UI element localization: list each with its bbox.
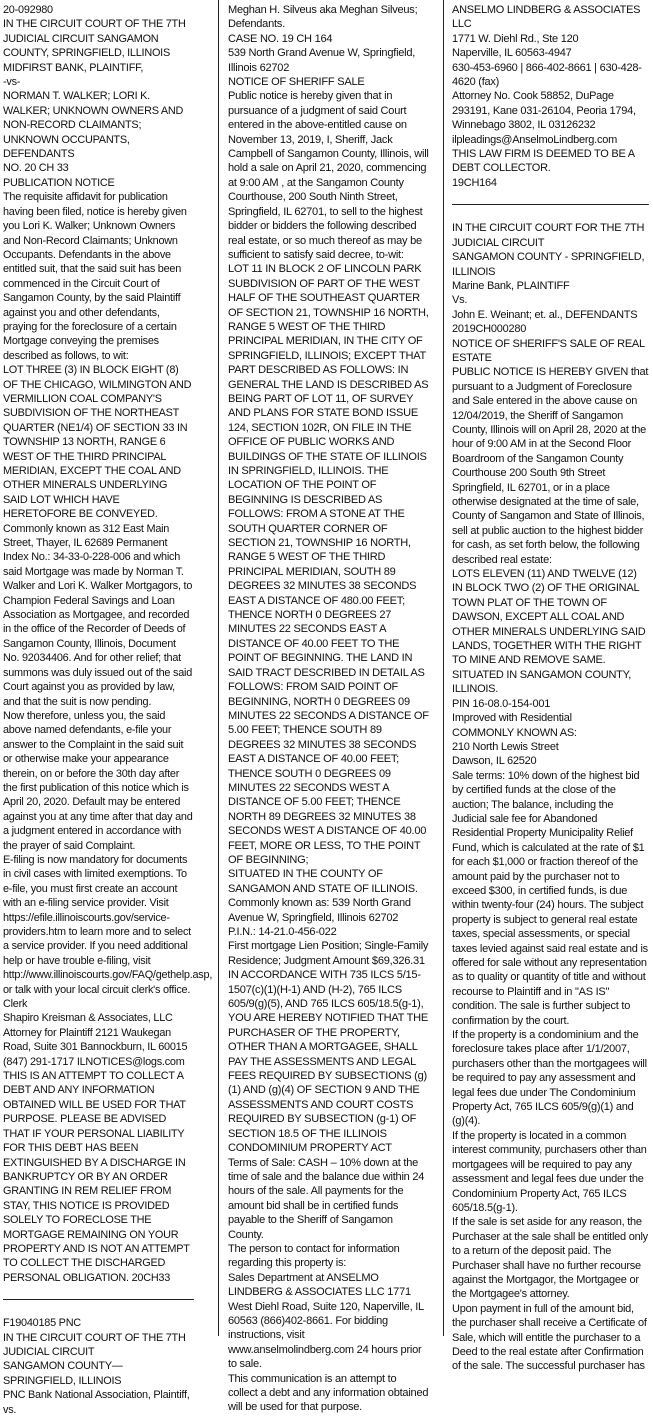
column-rule: [218, 0, 219, 1336]
column-3: [452, 3, 649, 1373]
notice-text: SANGAMON COUNTY—SPRINGFIELD, ILLINOIS: [3, 1360, 123, 1387]
column-2: [228, 3, 429, 1414]
notice-text: vs.: [3, 1403, 17, 1416]
notice-text: COMMONLY KNOWN AS:: [452, 726, 577, 739]
notice-text: 539 North Grand Avenue W, Springfield, Illinois 62702: [228, 47, 416, 74]
notice-text: Vs.: [452, 294, 468, 307]
notice-text: Attorney No. Cook 58852, DuPage 293191, Kane 031-26104, Peoria 1794, Winnebago 3802, IL 03126232: [452, 90, 636, 132]
notice-text: IN THE CIRCUIT COURT FOR THE 7TH JUDICIAL CIRCUIT: [452, 222, 645, 249]
notice-text: Clerk: [3, 998, 28, 1011]
notice-text: Shapiro Kreisman & Associates, LLC Attorney for Plaintiff 2121 Waukegan Road, Suite 301 Bannockburn, IL 60015 (847) 291-1717 ILNOTICES@logs.com: [3, 1012, 188, 1068]
notice-text: 19CH164: [452, 176, 497, 189]
notice-text: P.I.N.: 14-21.0-456-022: [228, 926, 337, 938]
notice-text: If the sale is set aside for any reason, the Purchaser at the sale shall be entitled only to a return of the deposit paid. The Purchaser shall have no further recourse against the Mortgagor, the Mortgagee or the Mortgagee's attorney.: [452, 1216, 648, 1301]
notice-text: The person to contact for information regarding this property is:: [228, 1242, 400, 1270]
notice-text: PIN 16-08.0-154-001: [452, 697, 551, 710]
notice-pnc-silveus-start: [3, 1316, 194, 1417]
notice-text: Now therefore, unless you, the said above named defendants, e-file your answer to the Complaint in the said suit or otherwise make your appearance therein, on or before the 30th day after the first publication of this notice which is April 20, 2020. Default may be entered against you at any time after that day and a judgment entered in accordance with the prayer of said Complaint.: [3, 709, 193, 852]
notice-text: PUBLIC NOTICE IS HEREBY GIVEN that pursuant to a Judgment of Foreclosure and Sale entered in the above cause on 12/04/2019, the Sheriff of Sangamon County, Illinois will on April 28, 2020 at the hour of 9:00 AM in at the Second Floor Boardroom of the Sangamon County Courthouse 200 South 9th Street Springfield, IL 62701, or in a place otherwise designated at the time of sale, County of Sangamon and State of Illinois, sell at public auction to the highest bidder for cash, as set forth below, the following described real estate:: [452, 366, 649, 566]
notice-text: THIS IS AN ATTEMPT TO COLLECT A DEBT AND ANY INFORMATION OBTAINED WILL BE USED FOR THAT PURPOSE. PLEASE BE ADVISED THAT IF YOUR PERSONAL LIABILITY FOR THIS DEBT HAS BEEN EXTINGUISHED BY A DISCHARGE IN BANKRUPTCY OR BY AN ORDER GRANTING IN REM RELIEF FROM STAY, THIS NOTICE IS PROVIDED SOLELY TO FORECLOSE THE MORTGAGE REMAINING ON YOUR PROPERTY AND IS NOT AN ATTEMPT TO COLLECT THE DISCHARGED PERSONAL OBLIGATION. 20CH33: [3, 1070, 190, 1284]
notice-text: IN ACCORDANCE WITH 735 ILCS 5/15-1507(c)(1)(H-1) AND (H-2), 765 ILCS 605/9(g)(5), AND 765 ILCS 605/18.5(g-1), YOU ARE HEREBY NOTIFIED THAT THE PURCHASER OF THE PROPERTY, OTHER THAN A MORTGAGEE, SHALL PAY THE ASSESSMENTS AND LEGAL FEES REQUIRED BY SUBSECTIONS (g)(1) AND (g)(4) OF SECTION 9 AND THE ASSESSMENTS AND COURT COSTS REQUIRED BY SUBSECTION (g-1) OF SECTION 18.5 OF THE ILLINOIS CONDOMINIUM PROPERTY ACT: [228, 969, 428, 1155]
notice-text: Dawson, IL 62520: [452, 755, 537, 768]
notice-text: John E. Weinant; et. al., DEFENDANTS: [452, 308, 638, 321]
notice-text: 20-092980: [3, 4, 53, 16]
notice-text: LOTS ELEVEN (11) AND TWELVE (12) IN BLOCK TWO (2) OF THE ORIGINAL TOWN PLAT OF THE TOWN OF DAWSON, EXCEPT ALL COAL AND OTHER MINERALS UNDERLYING SAID LANDS, TOGETHER WITH THE RIGHT TO MINE AND REMOVE SAME. SITUATED IN SANGAMON COUNTY, ILLINOIS.: [452, 568, 646, 696]
notice-text: 210 North Lewis Street: [452, 740, 559, 753]
notice-text: ANSELMO LINDBERG & ASSOCIATES LLC: [452, 4, 641, 31]
notice-text: F19040185 PNC: [3, 1317, 81, 1330]
notice-pnc-silveus-continued: [228, 3, 429, 1415]
notice-text: Sale terms: 10% down of the highest bid by certified funds at the close of the auction; The balance, including the Judicial sale fee for Abandoned Residential Property Municipality Relief Fund, which is calculated at the rate of $1 for each $1,000 or fraction thereof of the amount paid by the purchaser not to exceed $300, in certified funds, is due within twenty-four (24) hours. The subject property is subject to general real estate taxes, special assessments, or special taxes levied against said real estate and is offered for sale without any representation as to quality or quantity of title and without recourse to Plaintiff and in "AS IS" condition. The sale is further subject to confirmation by the court.: [452, 769, 648, 1027]
notice-text: IN THE CIRCUIT COURT OF THE 7TH JUDICIAL CIRCUIT SANGAMON COUNTY, SPRINGFIELD, ILLINOIS: [3, 18, 186, 60]
notice-text: LOT 11 IN BLOCK 2 OF LINCOLN PARK SUBDIVISION OF PART OF THE WEST HALF OF THE SOUTHEAST QUARTER OF SECTION 21, TOWNSHIP 16 NORTH, RANGE 5 WEST OF THE THIRD PRINCIPAL MERIDIAN, IN THE CITY OF SPRINGFIELD, ILLINOIS; EXCEPT THAT PART DESCRIBED AS FOLLOWS: IN GENERAL THE LAND IS DESCRIBED AS BEING PART OF LOT 11, OF SURVEY AND PLANS FOR STATE BOND ISSUE 124, SECTION 102R, ON FILE IN THE OFFICE OF PUBLIC WORKS AND BUILDINGS OF THE STATE OF ILLINOIS IN SPRINGFIELD, ILLINOIS. THE LOCATION OF THE POINT OF BEGINNING IS DESCRIBED AS FOLLOWS: FROM A STONE AT THE SOUTH QUARTER CORNER OF SECTION 21, TOWNSHIP 16 NORTH, RANGE 5 WEST OF THE THIRD PRINCIPAL MERIDIAN, SOUTH 89 DEGREES 32 MINUTES 38 SECONDS EAST A DISTANCE OF 480.00 FEET;: [228, 263, 429, 607]
notice-text: Terms of Sale: CASH – 10% down at the time of sale and the balance due within 24 hours of the sale. All payments for the amount bid shall be in certified funds payable to the Sheriff of Sangamon County.: [228, 1156, 425, 1241]
notice-text: 1771 W. Diehl Rd., Ste 120: [452, 32, 579, 45]
notice-text: Improved with Residential: [452, 712, 572, 725]
notice-text: This communication is an attempt to collect a debt and any information obtained will be used for that purpose.: [228, 1372, 429, 1414]
notice-marine-bank-weinant: [452, 221, 649, 1374]
notice-text: DISTANCE OF 40.00 FEET TO THE POINT OF BEGINNING. THE LAND IN SAID TRACT DESCRIBED IN DETAIL AS FOLLOWS: FROM SAID POINT OF BEGINNING, NORTH 0 DEGREES 09 MINUTES 22 SECONDS A DISTANCE OF 5.00 FEET; THENCE SOUTH 89 DEGREES 32 MINUTES 38 SECONDS EAST A DISTANCE OF 40.00 FEET; THENCE SOUTH 0 DEGREES 09 MINUTES 22 SECONDS WEST A DISTANCE OF 5.00 FEET; THENCE NORTH 89 DEGREES 32 MINUTES 38 SECONDS WEST A DISTANCE OF 40.00 FEET, MORE OR LESS, TO THE POINT OF BEGINNING;: [228, 637, 429, 866]
notice-text: Upon payment in full of the amount bid, the purchaser shall receive a Certificate of Sale, which will entitle the purchaser to a Deed to the real estate after Confirmation of the sale. The successful purchaser has: [452, 1302, 647, 1373]
notice-midfirst-walker: [3, 3, 213, 1285]
notice-text: Meghan H. Silveus aka Meghan Silveus; Defendants.: [228, 4, 418, 31]
notice-text: NOTICE OF SHERIFF SALE: [228, 76, 365, 89]
notice-text: MIDFIRST BANK, PLAINTIFF,: [3, 61, 144, 74]
notice-text: PUBLICATION NOTICE: [3, 176, 115, 189]
notice-text: IN THE CIRCUIT COURT OF THE 7TH JUDICIAL CIRCUIT: [3, 1331, 186, 1358]
notice-text: SITUATED IN THE COUNTY OF SANGAMON AND STATE OF ILLINOIS.: [228, 868, 418, 895]
notice-text: Marine Bank, PLAINTIFF: [452, 279, 570, 292]
notice-divider: [452, 204, 649, 205]
column-rule: [443, 0, 444, 1336]
notice-text: LOT THREE (3) IN BLOCK EIGHT (8) OF THE CHICAGO, WILMINGTON AND VERMILLION COAL COMPANY'S SUBDIVISION OF THE NORTHEAST QUARTER (NE1/4) OF SECTION 33 IN TOWNSHIP 13 NORTH, RANGE 6 WEST OF THE THIRD PRINCIPAL MERIDIAN, EXCEPT THE COAL AND OTHER MINERALS UNDERLYING SAID LOT WHICH HAVE HERETOFORE BE CONVEYED. Commonly known as 312 East Main Street, Thayer, IL 62689 Permanent Index No.: 34-33-0-228-006 and which said Mortgage was made by Norman T. Walker and Lori K. Walker Mortgagors, to Champion Federal Savings and Loan Association as Mortgagee, and recorded in the office of the Recorder of Deeds of Sangamon County, Illinois, Document No. 92034406. And for other relief; that summons was duly issued out of the said Court against you as provided by law, and that the suit is now pending.: [3, 364, 193, 708]
notice-text: -vs-: [3, 76, 21, 89]
notice-text: PNC Bank National Association, Plaintiff,: [3, 1389, 190, 1402]
notice-text: NORMAN T. WALKER; LORI K. WALKER; UNKNOWN OWNERS AND NON-RECORD CLAIMANTS; UNKNOWN OCCUPANTS, DEFENDANTS: [3, 90, 184, 161]
notice-text: Public notice is hereby given that in pursuance of a judgment of said Court entered in the above-entitled cause on November 13, 2019, I, Sheriff, Jack Campbell of Sangamon County, Illinois, will hold a sale on April 21, 2020, commencing at 9:00 AM , at the Sangamon County Courthouse, 200 South Ninth Street, Springfield, IL 62701, to sell to the highest bidder or bidders the following described real estate, or so much thereof as may be sufficient to satisfy said decree, to-wit:: [228, 90, 429, 261]
notice-text: NOTICE OF SHERIFF'S SALE OF REAL ESTATE: [452, 337, 645, 364]
notice-text: E-filing is now mandatory for documents in civil cases with limited exemptions. To e-file, you must first create an account with an e-filing service provider. Visit https://efile.illinoiscourts.gov/service-providers.htm to learn more and to select a service provider. If you need additional help or have trouble e-filing, visit http://www.illinoiscourts.gov/FAQ/gethelp.asp, or talk with your local circuit clerk's office.: [3, 853, 213, 996]
column-1: [3, 3, 213, 1416]
notice-text: 630-453-6960 | 866-402-8661 | 630-428-4620 (fax): [452, 61, 642, 89]
notice-text: If the property is located in a common interest community, purchasers other than mortgagees will be required to pay any assessment and legal fees due under the Condominium Property Act, 765 ILCS 605/18.5(g-1).: [452, 1129, 647, 1214]
notice-text: NO. 20 CH 33: [3, 162, 69, 175]
notice-text: ilpleadings@AnselmoLindberg.com: [452, 133, 617, 146]
notice-text: First mortgage Lien Position; Single-Family Residence; Judgment Amount $69,326.31: [228, 940, 429, 967]
notice-text: If the property is a condominium and the foreclosure takes place after 1/1/2007, purchasers other than the mortgagees will be required to pay any assessment and legal fees due under The Condominium Property Act, 765 ILCS 605/9(g)(1) and (g)(4).: [452, 1029, 647, 1128]
notice-text: Sales Department at ANSELMO LINDBERG & ASSOCIATES LLC 1771 West Diehl Road, Suite 120, Naperville, IL 60563 (866)402-8661. For bidding instructions, visit www.anselmolindberg.com 24 hours prior to sale.: [228, 1271, 424, 1371]
notice-text: 2019CH000280: [452, 323, 527, 336]
notice-text: The requisite affidavit for publication having been filed, notice is hereby given you Lori K. Walker; Unknown Owners and Non-Record Claimants; Unknown Occupants. Defendants in the above entitled suit, that the said suit has been commenced in the Circuit Court of Sangamon County, by the said Plaintiff against you and other defendants, praying for the foreclosure of a certain Mortgage conveying the premises described as follows, to wit:: [3, 191, 187, 362]
notice-text: SANGAMON COUNTY - SPRINGFIELD, ILLINOIS: [452, 251, 645, 278]
notice-anselmo-signature: [452, 3, 649, 190]
notice-divider: [3, 1299, 194, 1300]
notice-text: THIS LAW FIRM IS DEEMED TO BE A DEBT COLLECTOR.: [452, 148, 635, 175]
notice-text: Naperville, IL 60563-4947: [452, 47, 572, 60]
notice-text: Commonly known as: 539 North Grand Avenue W, Springfield, Illinois 62702: [228, 897, 411, 924]
notice-text: CASE NO. 19 CH 164: [228, 32, 333, 45]
notice-text: THENCE NORTH 0 DEGREES 27 MINUTES 22 SECONDS EAST A: [228, 609, 392, 636]
